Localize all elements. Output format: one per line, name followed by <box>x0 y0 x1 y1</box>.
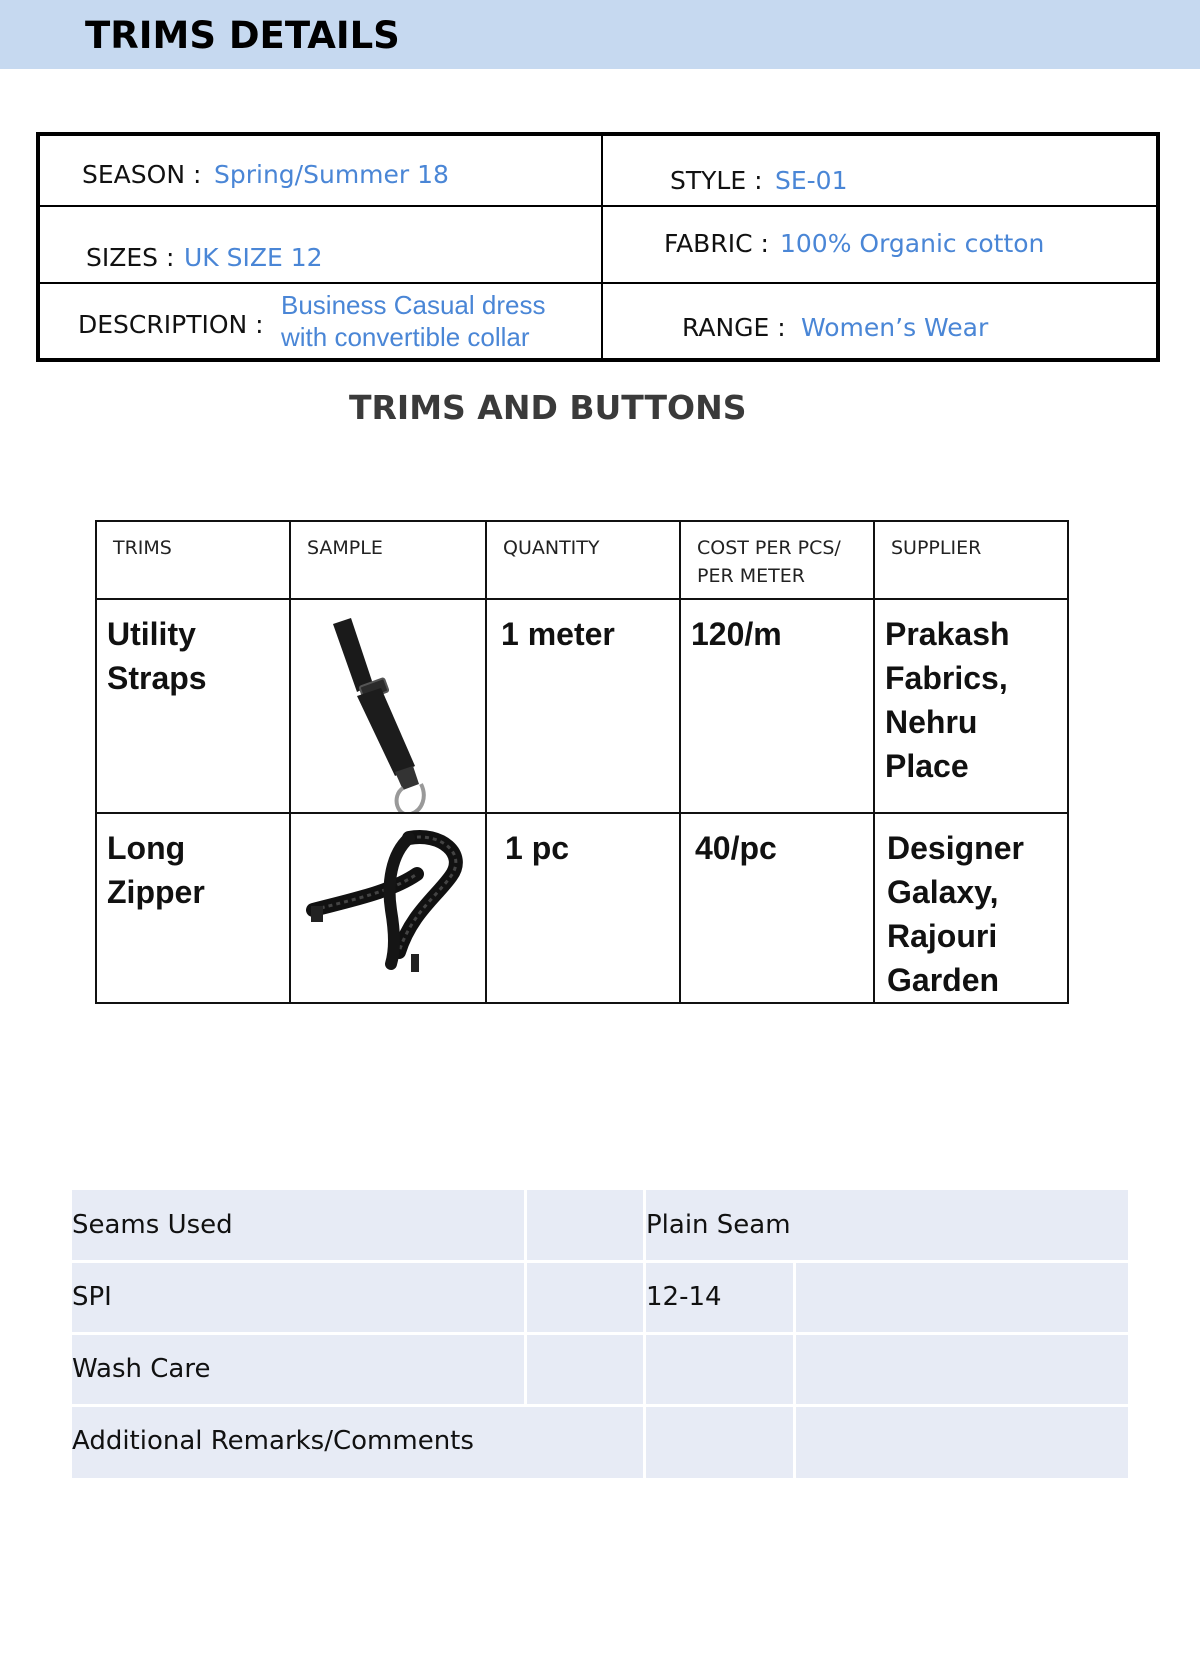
season-value: Spring/Summer 18 <box>214 160 449 189</box>
spi-value: 12-14 <box>646 1282 722 1312</box>
grid-cell <box>796 1335 1128 1404</box>
header-supplier: SUPPLIER <box>891 537 982 559</box>
table-cell <box>874 599 1068 813</box>
header-cost: COST PER PCS/ PER METER <box>697 537 841 587</box>
remarks-label: Additional Remarks/Comments <box>72 1426 474 1456</box>
quantity-value: 1 pc <box>505 830 570 866</box>
table-cell <box>290 599 486 813</box>
grid-cell <box>527 1190 643 1260</box>
header-cell <box>96 521 290 599</box>
grid-cell <box>72 1263 524 1332</box>
range-label: RANGE : <box>682 313 786 342</box>
grid-cell <box>527 1335 643 1404</box>
header-cell <box>874 521 1068 599</box>
strap-icon <box>291 600 485 812</box>
header-sample: SAMPLE <box>307 537 383 559</box>
style-value: SE-01 <box>775 166 848 195</box>
description-label: DESCRIPTION : <box>78 310 264 339</box>
grid-cell <box>796 1263 1128 1332</box>
seams-used-value: Plain Seam <box>646 1210 791 1240</box>
table-cell <box>486 599 680 813</box>
page-title: TRIMS DETAILS <box>85 14 400 57</box>
grid-cell <box>796 1407 1128 1478</box>
trim-name: Long Zipper <box>107 830 205 910</box>
wash-care-label: Wash Care <box>72 1354 211 1384</box>
cost-value: 120/m <box>691 616 782 652</box>
table-cell <box>680 599 874 813</box>
supplier-value: Designer Galaxy, Rajouri Garden <box>887 830 1024 998</box>
table-cell <box>290 813 486 1003</box>
trim-name: Utility Straps <box>107 616 207 696</box>
grid-cell <box>646 1407 793 1478</box>
spi-label: SPI <box>72 1282 112 1312</box>
sizes-label: SIZES : <box>86 243 175 272</box>
header-cell <box>290 521 486 599</box>
sizes-value: UK SIZE 12 <box>184 243 323 272</box>
spec-divider-vertical <box>601 136 603 362</box>
table-cell <box>680 813 874 1003</box>
fabric-label: FABRIC : <box>664 229 769 258</box>
cost-value: 40/pc <box>695 830 777 866</box>
quantity-value: 1 meter <box>501 616 615 652</box>
table-cell <box>486 813 680 1003</box>
grid-cell <box>646 1335 793 1404</box>
header-trims: TRIMS <box>113 537 172 559</box>
section-title: TRIMS AND BUTTONS <box>349 388 747 427</box>
fabric-value: 100% Organic cotton <box>780 229 1045 258</box>
table-cell <box>874 813 1068 1003</box>
description-value: Business Casual dress with convertible collar <box>281 290 546 352</box>
season-label: SEASON : <box>82 160 202 189</box>
seams-used-label: Seams Used <box>72 1210 233 1240</box>
spec-divider-h1 <box>40 205 1156 207</box>
seam-grid <box>72 1190 1128 1478</box>
header-cell <box>680 521 874 599</box>
grid-cell <box>527 1263 643 1332</box>
zipper-icon <box>291 814 485 998</box>
table-cell <box>96 599 290 813</box>
header-quantity: QUANTITY <box>503 537 600 559</box>
spec-box <box>36 132 1160 362</box>
supplier-value: Prakash Fabrics, Nehru Place <box>885 616 1010 784</box>
table-cell <box>96 813 290 1003</box>
range-value: Women’s Wear <box>801 313 989 342</box>
header-cell <box>486 521 680 599</box>
table-row <box>96 813 1068 1003</box>
style-label: STYLE : <box>670 166 763 195</box>
table-header-row <box>96 521 1068 599</box>
trims-table <box>95 520 1069 1004</box>
table-row <box>96 599 1068 813</box>
spec-divider-h2 <box>40 282 1156 284</box>
